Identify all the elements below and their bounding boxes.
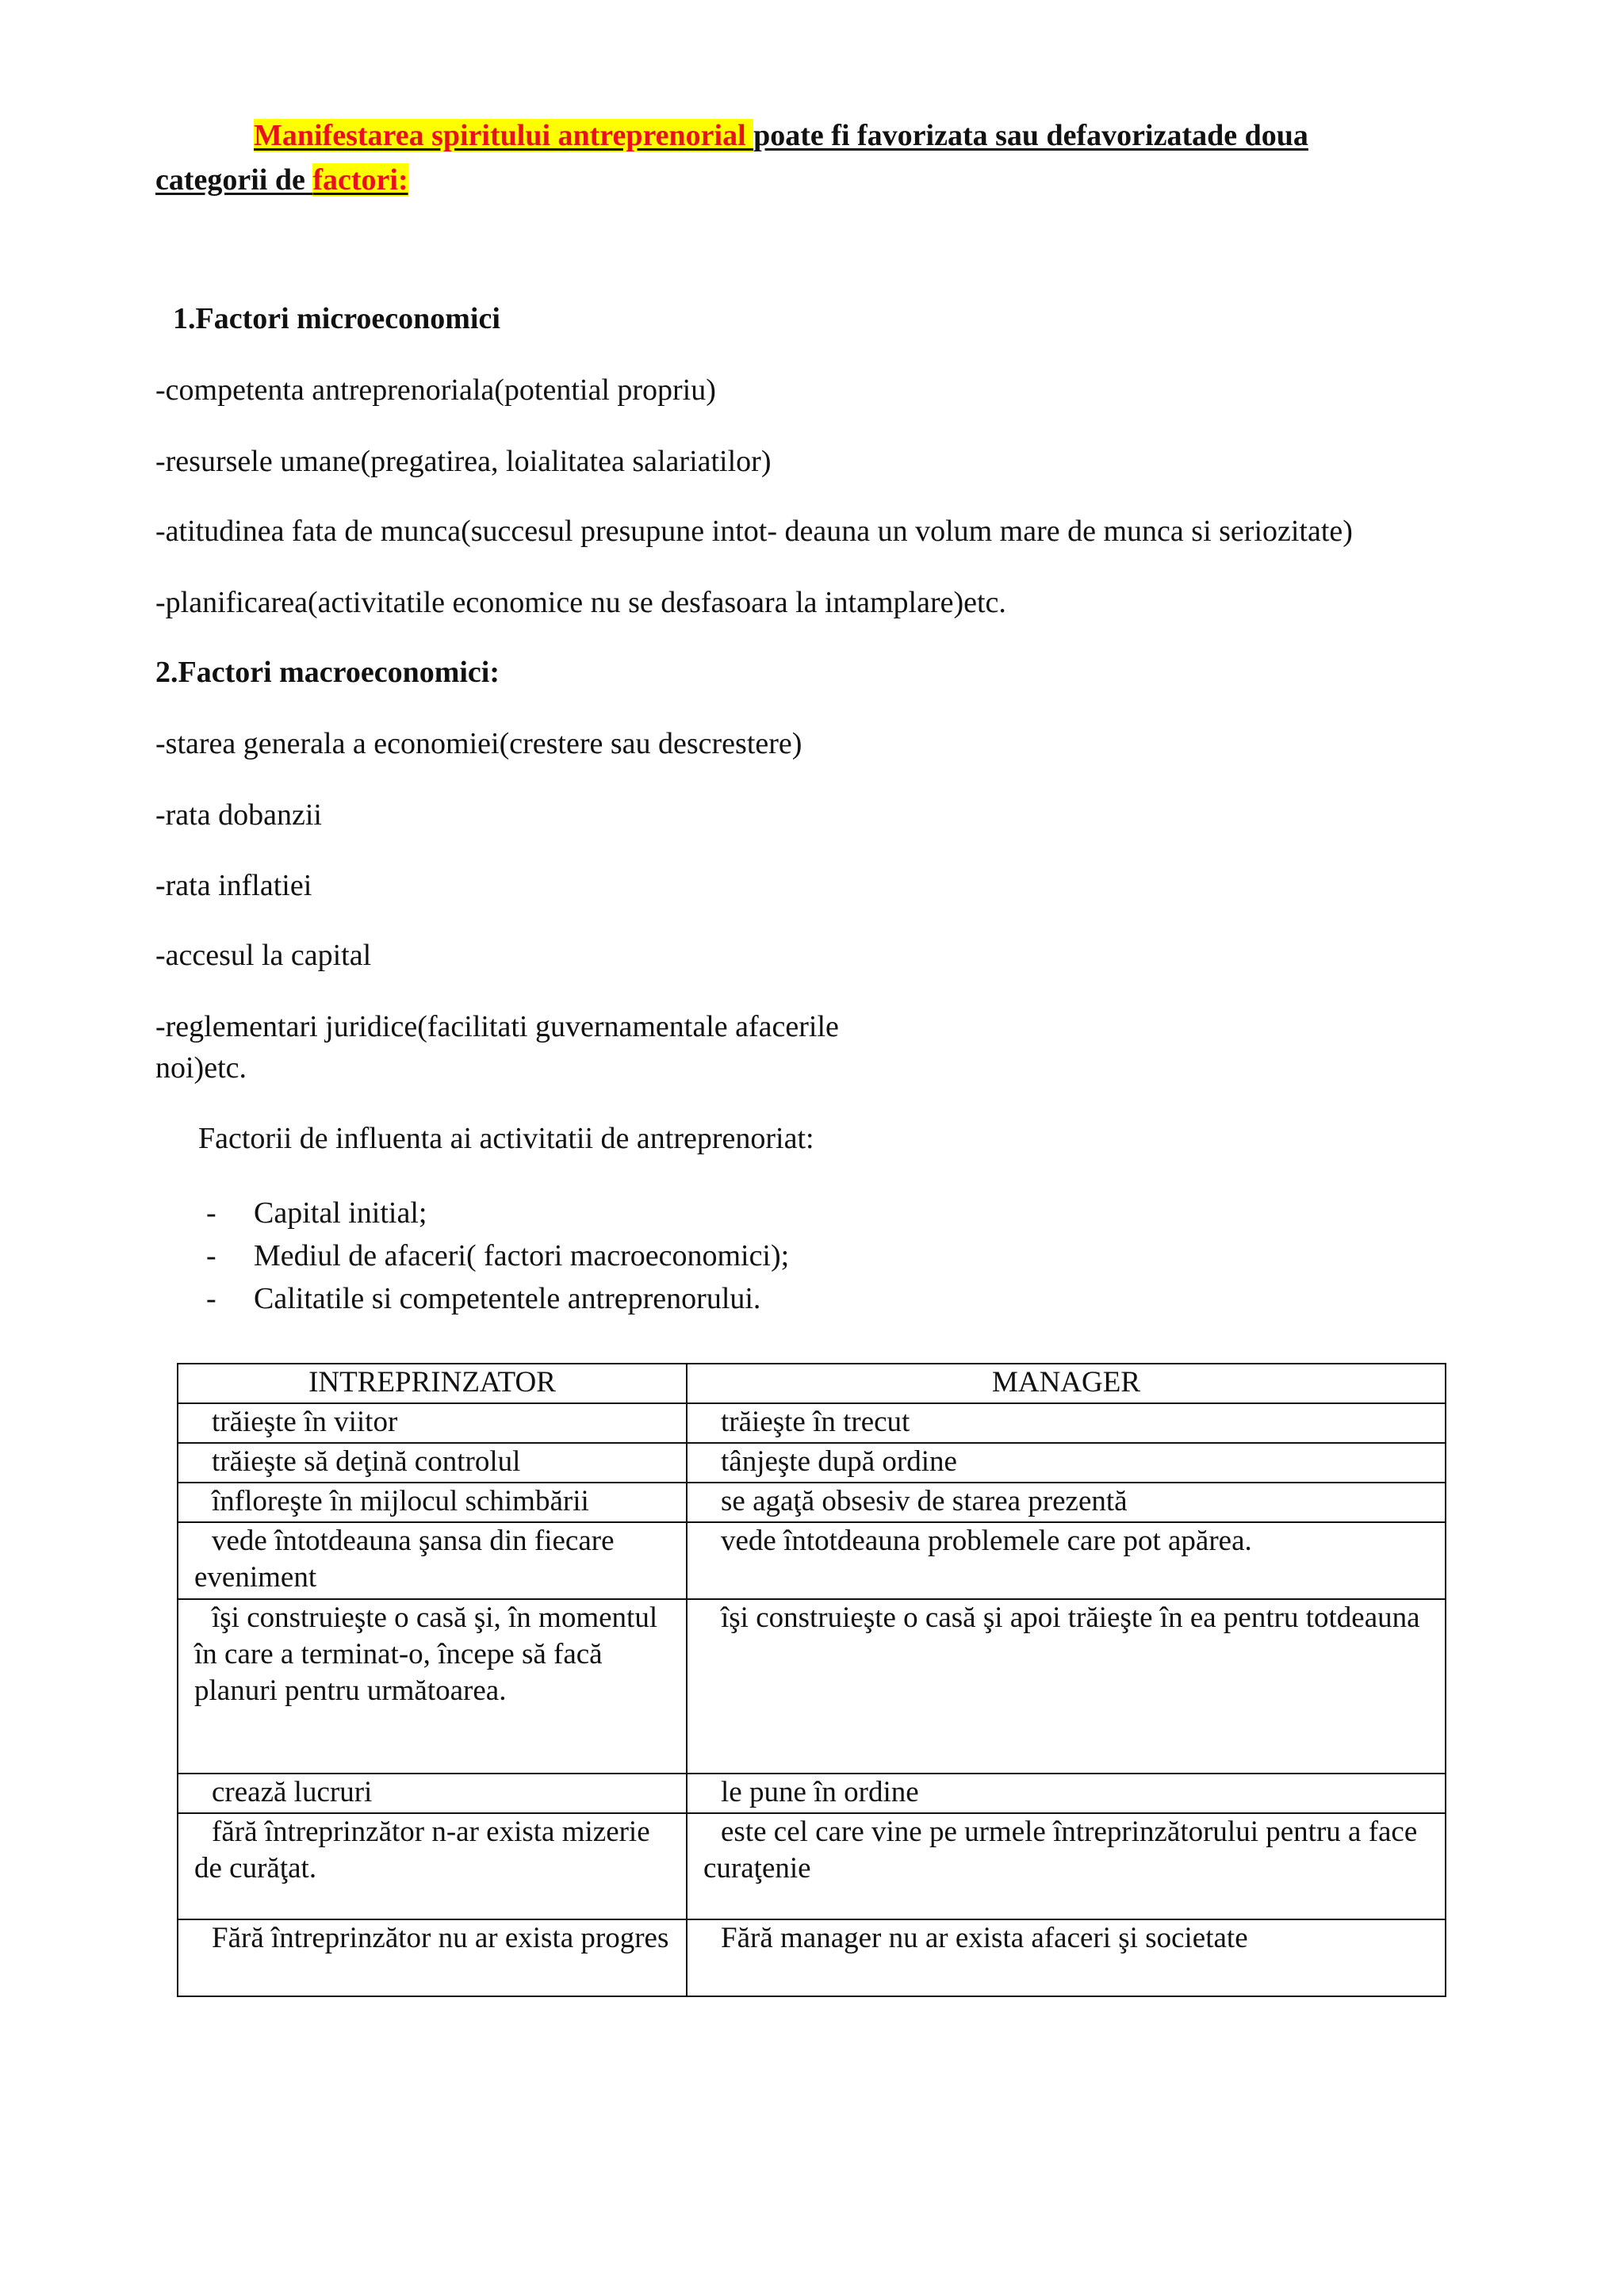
table-cell bbox=[687, 1483, 1446, 1522]
comparison-table bbox=[177, 1363, 1446, 1997]
cell-text: tânjeşte după ordine bbox=[721, 1445, 957, 1478]
intro-highlight-2: factori: bbox=[312, 163, 408, 197]
influence-bullet-text: Calitatile si competentele antreprenorului. bbox=[254, 1282, 761, 1315]
cell-text: crează lucruri bbox=[212, 1776, 373, 1808]
cell-text: Fără întreprinzător nu ar exista progres bbox=[212, 1922, 669, 1954]
intro-line2-prefix: categorii de bbox=[155, 163, 313, 197]
influence-title: Factorii de influenta ai activitatii de antreprenoriat: bbox=[198, 1122, 814, 1155]
table-cell bbox=[687, 1813, 1446, 1919]
section1-item: -resursele umane(pregatirea, loialitatea salariatilor) bbox=[155, 445, 772, 478]
table-cell bbox=[687, 1919, 1446, 1996]
bullet-dash: - bbox=[206, 1239, 216, 1272]
intro-paragraph bbox=[155, 113, 1503, 202]
table-row bbox=[178, 1919, 1446, 1996]
influence-bullet-text: Mediul de afaceri( factori macroeconomici); bbox=[254, 1239, 790, 1272]
section2-title: 2.Factori macroeconomici: bbox=[155, 656, 500, 689]
table-cell bbox=[178, 1599, 687, 1774]
section2-item: -rata inflatiei bbox=[155, 869, 312, 902]
section2-item: -accesul la capital bbox=[155, 939, 372, 972]
section2-item: -starea generala a economiei(crestere sau descrestere) bbox=[155, 727, 802, 760]
cell-text: trăieşte să deţină controlul bbox=[212, 1445, 521, 1478]
intro-highlight-1: Manifestarea spiritului antreprenorial bbox=[254, 119, 754, 152]
cell-text: Fără manager nu ar exista afaceri şi societate bbox=[721, 1922, 1248, 1954]
table-cell bbox=[178, 1483, 687, 1522]
table-header-cell: INTREPRINZATOR bbox=[178, 1364, 687, 1403]
table-cell bbox=[687, 1774, 1446, 1813]
cell-text: vede întotdeauna şansa din fiecare eveniment bbox=[194, 1525, 615, 1594]
table-cell bbox=[178, 1522, 687, 1599]
table-header-cell: MANAGER bbox=[687, 1364, 1446, 1403]
table-cell bbox=[687, 1403, 1446, 1443]
table-row bbox=[178, 1522, 1446, 1599]
section1-item: -competenta antreprenoriala(potential propriu) bbox=[155, 373, 716, 407]
bullet-dash: - bbox=[206, 1282, 216, 1315]
cell-text: vede întotdeauna problemele care pot apărea. bbox=[721, 1525, 1252, 1557]
section2-item: noi)etc. bbox=[155, 1051, 247, 1085]
cell-text: este cel care vine pe urmele întreprinzătorului pentru a face curaţenie bbox=[703, 1816, 1418, 1885]
table-header-row bbox=[178, 1364, 1446, 1403]
section1-item: -planificarea(activitatile economice nu se desfasoara la intamplare)etc. bbox=[155, 586, 1006, 619]
influence-bullet-text: Capital initial; bbox=[254, 1196, 427, 1230]
cell-text: fără întreprinzător n-ar exista mizerie de curăţat. bbox=[194, 1816, 650, 1885]
table-cell bbox=[178, 1774, 687, 1813]
table-cell bbox=[687, 1522, 1446, 1599]
table-row bbox=[178, 1443, 1446, 1483]
section1-title: 1.Factori microeconomici bbox=[173, 302, 500, 335]
section2-item: -reglementari juridice(facilitati guvernamentale afacerile bbox=[155, 1010, 839, 1043]
table-row bbox=[178, 1483, 1446, 1522]
cell-text: îşi construieşte o casă şi apoi trăieşte în ea pentru totdeauna bbox=[721, 1601, 1420, 1634]
cell-text: le pune în ordine bbox=[721, 1776, 919, 1808]
table-cell bbox=[687, 1599, 1446, 1774]
influence-bullet bbox=[206, 1277, 760, 1320]
cell-text: se agaţă obsesiv de starea prezentă bbox=[721, 1485, 1128, 1517]
table-cell bbox=[178, 1919, 687, 1996]
section1-item: -atitudinea fata de munca(succesul presupune intot- deauna un volum mare de munca si seriozitate) bbox=[155, 515, 1353, 548]
influence-bullet bbox=[206, 1234, 789, 1277]
table-row bbox=[178, 1403, 1446, 1443]
intro-rest: poate fi favorizata sau defavorizatade doua bbox=[753, 119, 1308, 152]
cell-text: trăieşte în trecut bbox=[721, 1406, 910, 1438]
table-cell bbox=[687, 1443, 1446, 1483]
table-cell bbox=[178, 1403, 687, 1443]
bullet-dash: - bbox=[206, 1196, 216, 1230]
table-cell bbox=[178, 1813, 687, 1919]
table-row bbox=[178, 1599, 1446, 1774]
section2-item: -rata dobanzii bbox=[155, 798, 322, 832]
cell-text: trăieşte în viitor bbox=[212, 1406, 398, 1438]
table-row bbox=[178, 1774, 1446, 1813]
influence-bullet bbox=[206, 1192, 427, 1234]
cell-text: îşi construieşte o casă şi, în momentul în care a terminat-o, începe să facă planuri pentru următoarea. bbox=[194, 1601, 658, 1707]
cell-text: înfloreşte în mijlocul schimbării bbox=[212, 1485, 589, 1517]
table-cell bbox=[178, 1443, 687, 1483]
table-row bbox=[178, 1813, 1446, 1919]
